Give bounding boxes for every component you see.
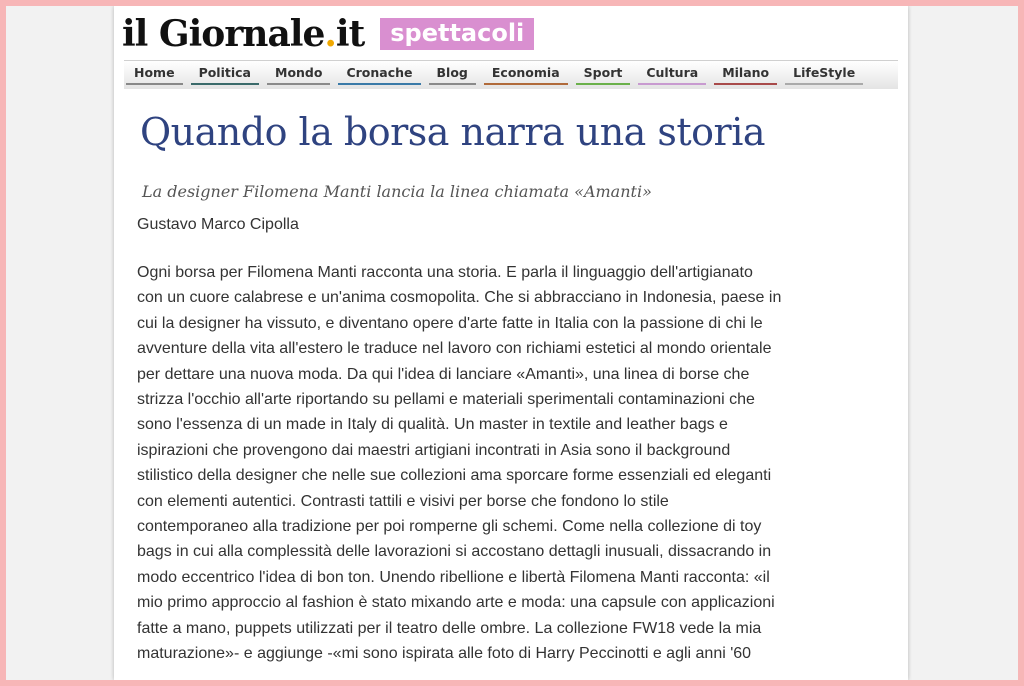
- body-line: ispirazioni che provengono dai maestri artigiani incontrati in Asia sono il background: [137, 441, 731, 459]
- body-line: strizza l'occhio all'arte riportando su pellami e materiali sperimentali contaminazioni che: [137, 391, 755, 409]
- body-line: cui la designer ha vissuto, e diventano opere d'arte fatte in Italia con la passione di chi le: [137, 314, 763, 332]
- nav-item-cultura[interactable]: Cultura: [638, 65, 706, 85]
- logo-main: il Giornale: [122, 13, 325, 55]
- section-badge[interactable]: spettacoli: [380, 18, 534, 50]
- logo-dot: .: [324, 13, 336, 55]
- article-page: [114, 6, 908, 680]
- body-line: fatte a mano, puppets utilizzati per il teatro delle ombre. La collezione FW18 vede la mia: [137, 619, 762, 637]
- article-subtitle: La designer Filomena Manti lancia la linea chiamata «Amanti»: [142, 182, 652, 201]
- body-line: con elementi autentici. Contrasti tattili e visivi per borse che fondono lo stile: [137, 492, 669, 510]
- nav-item-milano[interactable]: Milano: [714, 65, 777, 85]
- browser-viewport: [6, 6, 1018, 680]
- body-line: bags in cui alla complessità delle lavorazioni si accostano dettagli inusuali, dissacrando in: [137, 543, 772, 561]
- body-line: stilistico della designer che nelle sue collezioni ama sporcare forme essenziali ed eleganti: [137, 467, 772, 485]
- body-line: contemporaneo alla tradizione per poi romperne gli schemi. Come nella collezione di toy: [137, 518, 762, 536]
- body-line: sono l'essenza di un made in Italy di qualità. Un master in textile and leather bags e: [137, 416, 728, 434]
- nav-item-politica[interactable]: Politica: [191, 65, 259, 85]
- body-line: maturazione»- e aggiunge -«mi sono ispirata alle foto di Harry Peccinotti e agli anni '60: [137, 645, 752, 663]
- masthead: [122, 12, 534, 56]
- article-body: [137, 260, 877, 667]
- nav-item-cronache[interactable]: Cronache: [338, 65, 420, 85]
- body-line: con un cuore calabrese e un'anima cosmopolita. Che si abbracciano in Indonesia, paese in: [137, 289, 782, 307]
- body-line: modo eccentrico l'idea di bon ton. Unendo ribellione e libertà Filomena Manti racconta: «il: [137, 568, 770, 586]
- logo-tld: it: [335, 13, 365, 55]
- body-line: per dettare una nuova moda. Da qui l'idea di lanciare «Amanti», una linea di borse che: [137, 365, 750, 383]
- nav-item-mondo[interactable]: Mondo: [267, 65, 330, 85]
- nav-item-home[interactable]: Home: [126, 65, 183, 85]
- main-nav: [124, 60, 898, 89]
- body-line: Ogni borsa per Filomena Manti racconta una storia. E parla il linguaggio dell'artigianato: [137, 264, 753, 281]
- body-line: avventure della vita all'estero le traduce nel lavoro con richiami estetici al mondo orientale: [137, 340, 772, 358]
- site-logo[interactable]: [122, 13, 365, 55]
- nav-item-economia[interactable]: Economia: [484, 65, 568, 85]
- article-headline: Quando la borsa narra una storia: [140, 110, 766, 154]
- article-author: Gustavo Marco Cipolla: [137, 216, 299, 233]
- nav-item-blog[interactable]: Blog: [429, 65, 476, 85]
- nav-item-lifestyle[interactable]: LifeStyle: [785, 65, 863, 85]
- nav-item-sport[interactable]: Sport: [576, 65, 631, 85]
- body-line: mio primo approccio al fashion è stato mixando arte e moda: una capsule con applicazioni: [137, 594, 775, 612]
